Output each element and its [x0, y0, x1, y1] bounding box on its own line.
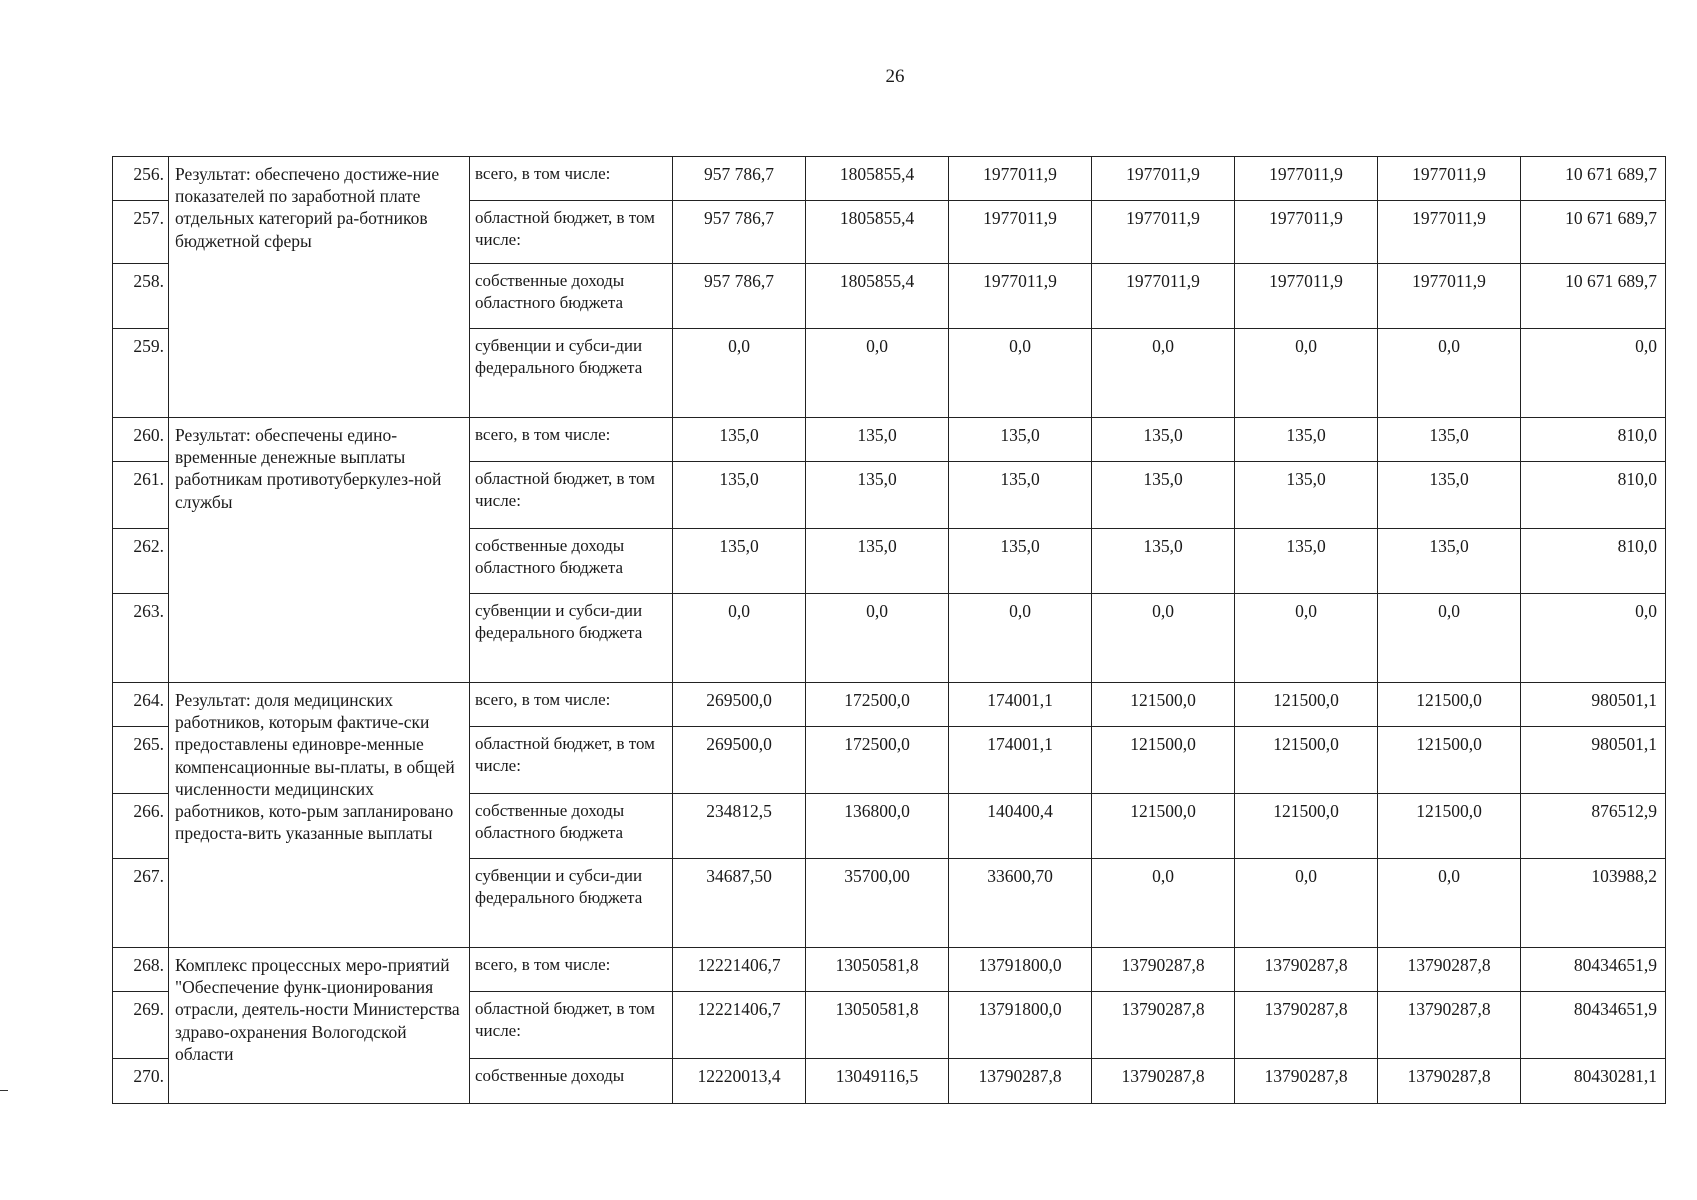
year-value: 135,0	[1235, 418, 1378, 462]
row-number: 266.	[113, 794, 169, 859]
result-description: Результат: обеспечены едино-временные денежные выплаты работникам противотуберкулез-ной службы	[169, 418, 470, 683]
total-value: 80434651,9	[1521, 948, 1666, 992]
result-description: Результат: доля медицинских работников, которым фактиче-ски предоставлены единовре-менные компенсационные вы-платы, в общей численности медицинских работников, кото-рым запланировано предоста-вить указанные выплаты	[169, 683, 470, 948]
total-value: 80430281,1	[1521, 1059, 1666, 1104]
total-value: 0,0	[1521, 594, 1666, 683]
year-value: 269500,0	[673, 683, 806, 727]
row-number: 269.	[113, 992, 169, 1059]
total-value: 810,0	[1521, 418, 1666, 462]
row-number: 257.	[113, 201, 169, 264]
year-value: 1977011,9	[1092, 201, 1235, 264]
year-value: 12221406,7	[673, 948, 806, 992]
year-value: 1977011,9	[1235, 157, 1378, 201]
year-value: 957 786,7	[673, 201, 806, 264]
year-value: 13791800,0	[949, 992, 1092, 1059]
year-value: 0,0	[1092, 329, 1235, 418]
year-value: 34687,50	[673, 859, 806, 948]
total-value: 980501,1	[1521, 683, 1666, 727]
year-value: 135,0	[949, 529, 1092, 594]
funding-source: субвенции и субси-дии федерального бюджета	[470, 594, 673, 683]
funding-source: областной бюджет, в том числе:	[470, 727, 673, 794]
funding-source: всего, в том числе:	[470, 418, 673, 462]
year-value: 957 786,7	[673, 264, 806, 329]
year-value: 13049116,5	[806, 1059, 949, 1104]
row-number: 267.	[113, 859, 169, 948]
row-number: 260.	[113, 418, 169, 462]
year-value: 0,0	[1092, 859, 1235, 948]
funding-source: областной бюджет, в том числе:	[470, 201, 673, 264]
result-description: Комплекс процессных меро-приятий "Обеспечение функ-ционирования отрасли, деятель-ности Министерства здраво-охранения Вологодской области	[169, 948, 470, 1104]
year-value: 234812,5	[673, 794, 806, 859]
total-value: 810,0	[1521, 529, 1666, 594]
row-number: 263.	[113, 594, 169, 683]
year-value: 135,0	[1378, 462, 1521, 529]
row-number: 258.	[113, 264, 169, 329]
total-value: 103988,2	[1521, 859, 1666, 948]
total-value: 10 671 689,7	[1521, 157, 1666, 201]
table-row	[113, 948, 1666, 992]
year-value: 1977011,9	[949, 264, 1092, 329]
year-value: 1805855,4	[806, 201, 949, 264]
year-value: 13790287,8	[1378, 1059, 1521, 1104]
funding-source: всего, в том числе:	[470, 157, 673, 201]
year-value: 13790287,8	[1235, 992, 1378, 1059]
year-value: 135,0	[673, 529, 806, 594]
year-value: 12220013,4	[673, 1059, 806, 1104]
funding-source: субвенции и субси-дии федерального бюджета	[470, 329, 673, 418]
year-value: 0,0	[1235, 594, 1378, 683]
year-value: 13790287,8	[1378, 992, 1521, 1059]
year-value: 135,0	[806, 462, 949, 529]
year-value: 13790287,8	[1235, 1059, 1378, 1104]
year-value: 1977011,9	[1378, 264, 1521, 329]
row-number: 270.	[113, 1059, 169, 1104]
year-value: 0,0	[1378, 859, 1521, 948]
year-value: 13050581,8	[806, 992, 949, 1059]
year-value: 1977011,9	[949, 157, 1092, 201]
total-value: 80434651,9	[1521, 992, 1666, 1059]
margin-mark	[0, 1090, 8, 1091]
year-value: 121500,0	[1092, 727, 1235, 794]
row-number: 261.	[113, 462, 169, 529]
row-number: 259.	[113, 329, 169, 418]
total-value: 980501,1	[1521, 727, 1666, 794]
funding-source: областной бюджет, в том числе:	[470, 462, 673, 529]
year-value: 1805855,4	[806, 264, 949, 329]
row-number: 256.	[113, 157, 169, 201]
year-value: 0,0	[949, 594, 1092, 683]
year-value: 135,0	[1092, 529, 1235, 594]
year-value: 0,0	[673, 594, 806, 683]
funding-source: областной бюджет, в том числе:	[470, 992, 673, 1059]
year-value: 121500,0	[1235, 727, 1378, 794]
total-value: 10 671 689,7	[1521, 201, 1666, 264]
year-value: 135,0	[1378, 529, 1521, 594]
page-number: 26	[885, 66, 905, 87]
year-value: 121500,0	[1378, 727, 1521, 794]
year-value: 269500,0	[673, 727, 806, 794]
year-value: 1977011,9	[1378, 157, 1521, 201]
year-value: 135,0	[673, 462, 806, 529]
year-value: 174001,1	[949, 727, 1092, 794]
total-value: 810,0	[1521, 462, 1666, 529]
year-value: 1977011,9	[1092, 157, 1235, 201]
year-value: 172500,0	[806, 727, 949, 794]
year-value: 0,0	[806, 594, 949, 683]
year-value: 13791800,0	[949, 948, 1092, 992]
funding-source: собственные доходы областного бюджета	[470, 264, 673, 329]
year-value: 121500,0	[1378, 794, 1521, 859]
year-value: 12221406,7	[673, 992, 806, 1059]
table-row	[113, 683, 1666, 727]
year-value: 13790287,8	[1092, 948, 1235, 992]
year-value: 13790287,8	[949, 1059, 1092, 1104]
year-value: 135,0	[949, 418, 1092, 462]
year-value: 135,0	[1092, 462, 1235, 529]
year-value: 0,0	[1092, 594, 1235, 683]
row-number: 262.	[113, 529, 169, 594]
year-value: 172500,0	[806, 683, 949, 727]
year-value: 135,0	[1235, 529, 1378, 594]
year-value: 1977011,9	[1235, 201, 1378, 264]
year-value: 121500,0	[1235, 794, 1378, 859]
funding-source: субвенции и субси-дии федерального бюджета	[470, 859, 673, 948]
row-number: 265.	[113, 727, 169, 794]
year-value: 174001,1	[949, 683, 1092, 727]
year-value: 13790287,8	[1235, 948, 1378, 992]
year-value: 1805855,4	[806, 157, 949, 201]
year-value: 140400,4	[949, 794, 1092, 859]
year-value: 1977011,9	[1092, 264, 1235, 329]
year-value: 0,0	[1378, 329, 1521, 418]
year-value: 13790287,8	[1092, 1059, 1235, 1104]
year-value: 1977011,9	[1378, 201, 1521, 264]
year-value: 0,0	[1235, 329, 1378, 418]
year-value: 135,0	[1378, 418, 1521, 462]
funding-source: собственные доходы областного бюджета	[470, 529, 673, 594]
year-value: 0,0	[1235, 859, 1378, 948]
total-value: 10 671 689,7	[1521, 264, 1666, 329]
year-value: 121500,0	[1092, 683, 1235, 727]
funding-source: собственные доходы	[470, 1059, 673, 1104]
table-row	[113, 418, 1666, 462]
funding-source: всего, в том числе:	[470, 948, 673, 992]
funding-source: собственные доходы областного бюджета	[470, 794, 673, 859]
result-description: Результат: обеспечено достиже-ние показателей по заработной плате отдельных категорий ра-ботников бюджетной сферы	[169, 157, 470, 418]
year-value: 136800,0	[806, 794, 949, 859]
budget-table	[112, 156, 1666, 1104]
year-value: 0,0	[949, 329, 1092, 418]
year-value: 0,0	[806, 329, 949, 418]
year-value: 35700,00	[806, 859, 949, 948]
year-value: 121500,0	[1235, 683, 1378, 727]
year-value: 135,0	[1092, 418, 1235, 462]
year-value: 135,0	[673, 418, 806, 462]
year-value: 121500,0	[1092, 794, 1235, 859]
year-value: 0,0	[1378, 594, 1521, 683]
table-row	[113, 157, 1666, 201]
year-value: 0,0	[673, 329, 806, 418]
total-value: 0,0	[1521, 329, 1666, 418]
year-value: 33600,70	[949, 859, 1092, 948]
year-value: 135,0	[1235, 462, 1378, 529]
year-value: 1977011,9	[949, 201, 1092, 264]
year-value: 135,0	[806, 529, 949, 594]
year-value: 13790287,8	[1378, 948, 1521, 992]
funding-source: всего, в том числе:	[470, 683, 673, 727]
row-number: 264.	[113, 683, 169, 727]
year-value: 13790287,8	[1092, 992, 1235, 1059]
year-value: 957 786,7	[673, 157, 806, 201]
year-value: 121500,0	[1378, 683, 1521, 727]
total-value: 876512,9	[1521, 794, 1666, 859]
year-value: 135,0	[806, 418, 949, 462]
year-value: 13050581,8	[806, 948, 949, 992]
year-value: 1977011,9	[1235, 264, 1378, 329]
row-number: 268.	[113, 948, 169, 992]
year-value: 135,0	[949, 462, 1092, 529]
